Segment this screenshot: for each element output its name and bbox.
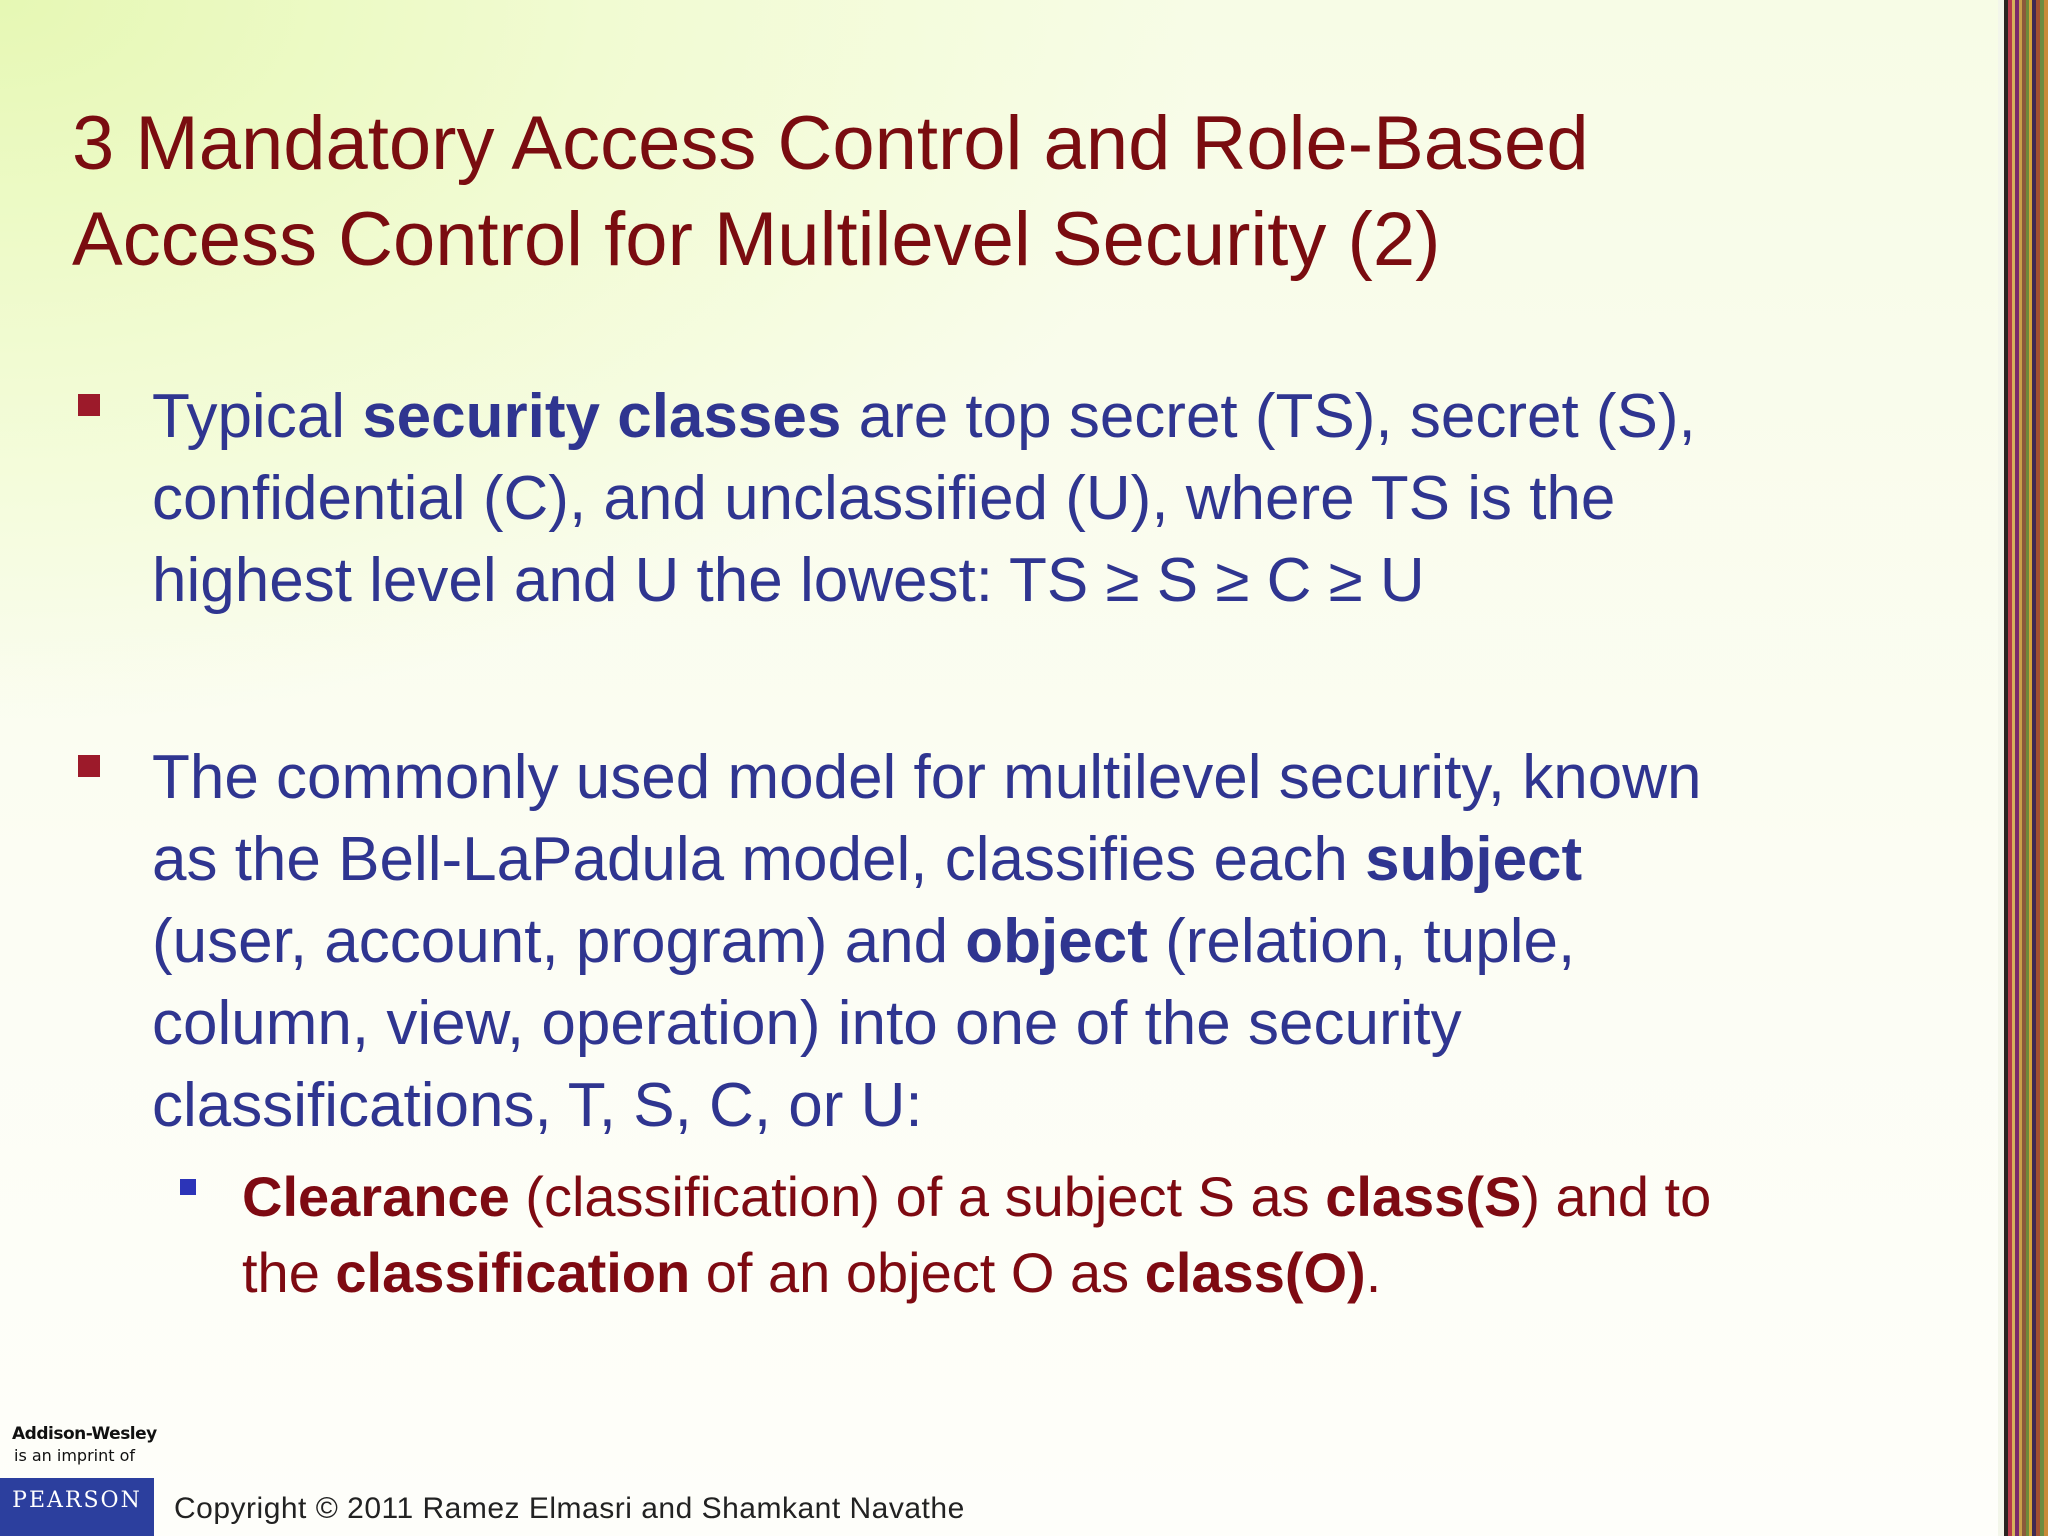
slide-title: [72, 96, 1932, 288]
bullet-line: [152, 376, 1932, 458]
bullet-bell-lapadula: [72, 737, 1932, 1147]
bullet-line: [152, 901, 1932, 983]
bold-term: classification: [335, 1241, 691, 1304]
square-bullet-icon: [78, 755, 100, 777]
slide-title-line: 3 Mandatory Access Control and Role-Based: [72, 101, 1589, 186]
decorative-edge-stripes: [1998, 0, 2048, 1536]
bullet-line: classifications, T, S, C, or U:: [152, 1071, 923, 1140]
bullet-text: [152, 737, 1932, 1147]
text-run: the: [242, 1241, 336, 1304]
text-run: of an object O as: [690, 1241, 1145, 1304]
bold-term: class(S: [1325, 1165, 1522, 1228]
publisher-logo: [0, 1424, 157, 1536]
text-run: are top secret (TS), secret (S),: [841, 382, 1696, 451]
slide-title-line: Access Control for Multilevel Security (2): [72, 197, 1441, 282]
subbullet-text: [242, 1159, 1920, 1311]
text-run: (user, account, program) and: [152, 907, 966, 976]
text-run: (relation, tuple,: [1147, 907, 1576, 976]
bold-term: Clearance: [242, 1165, 510, 1228]
publisher-name: Addison-Wesley: [12, 1424, 157, 1444]
subbullet-line: [242, 1235, 1920, 1311]
bold-term: class(O): [1144, 1241, 1366, 1304]
bold-term: object: [965, 907, 1148, 976]
bold-term: security classes: [362, 382, 842, 451]
bullet-line: The commonly used model for multilevel security, known: [152, 743, 1702, 812]
subbullet-clearance: [180, 1159, 1920, 1311]
bullet-line: highest level and U the lowest: TS ≥ S ≥ C ≥ U: [152, 546, 1425, 615]
text-run: as the Bell-LaPadula model, classifies each: [152, 825, 1366, 894]
bullet-line: confidential (C), and unclassified (U), where TS is the: [152, 464, 1616, 533]
pearson-logo: PEARSON: [0, 1478, 154, 1536]
square-bullet-icon: [78, 394, 100, 416]
text-run: .: [1365, 1241, 1382, 1304]
bullet-text: [152, 376, 1932, 622]
bold-term: subject: [1365, 825, 1583, 894]
copyright-notice: Copyright © 2011 Ramez Elmasri and Shamkant Navathe: [174, 1492, 965, 1525]
subbullet-line: [242, 1159, 1920, 1235]
text-run: (classification) of a subject S as: [509, 1165, 1326, 1228]
publisher-imprint: is an imprint of: [14, 1446, 136, 1465]
bullet-line: column, view, operation) into one of the security: [152, 989, 1462, 1058]
square-subbullet-icon: [180, 1179, 196, 1195]
text-run: Typical: [152, 382, 363, 451]
bullet-line: [152, 819, 1932, 901]
bullet-security-classes: [72, 376, 1932, 622]
text-run: ) and to: [1521, 1165, 1712, 1228]
